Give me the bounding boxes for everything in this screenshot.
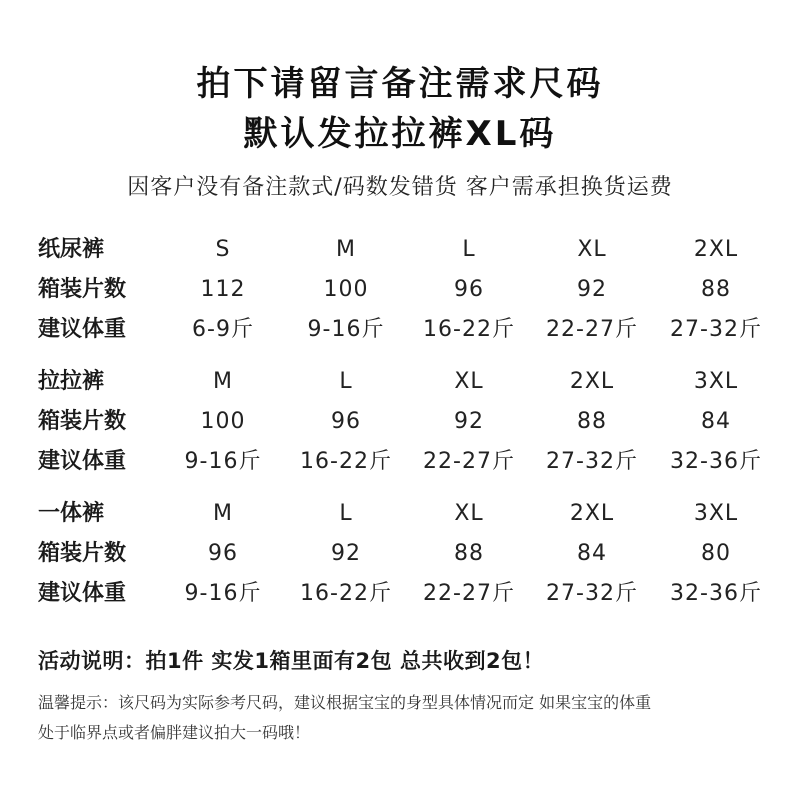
row-label: 纸尿裤	[38, 237, 105, 262]
table-row	[0, 536, 800, 572]
table-row	[0, 312, 800, 348]
tip-line-1: 温馨提示：该尺码为实际参考尺码，建议根据宝宝的身型具体情况而定 如果宝宝的体重	[38, 693, 652, 712]
row-label: 建议体重	[38, 581, 127, 606]
table-cell: 27-32斤	[670, 317, 762, 342]
table-row	[0, 232, 800, 268]
table-cell: 92	[577, 277, 607, 302]
table-row	[0, 576, 800, 612]
table-cell: 100	[323, 277, 369, 302]
table-cell: M	[213, 369, 233, 394]
table-cell: 2XL	[569, 501, 615, 526]
table-row	[0, 272, 800, 308]
table-cell: 92	[454, 409, 484, 434]
activity-note: 活动说明：拍1件 实发1箱里面有2包 总共收到2包！	[38, 649, 545, 673]
table-cell: L	[339, 369, 353, 394]
table-cell: 16-22斤	[300, 449, 392, 474]
table-cell: 96	[208, 541, 238, 566]
table-row	[0, 496, 800, 532]
table-cell: XL	[454, 369, 484, 394]
title-line-1: 拍下请留言备注需求尺码	[196, 64, 604, 104]
row-label: 拉拉裤	[38, 369, 105, 394]
table-cell: 27-32斤	[546, 581, 638, 606]
table-cell: 2XL	[693, 237, 739, 262]
row-label: 建议体重	[38, 449, 127, 474]
table-cell: 22-27斤	[423, 449, 515, 474]
table-cell: 6-9斤	[192, 317, 254, 342]
table-cell: L	[462, 237, 476, 262]
subtitle-notice: 因客户没有备注款式/码数发错货 客户需承担换货运费	[127, 175, 673, 200]
table-cell: 2XL	[569, 369, 615, 394]
table-cell: 27-32斤	[546, 449, 638, 474]
table-row	[0, 404, 800, 440]
table-cell: XL	[577, 237, 607, 262]
table-cell: 84	[701, 409, 731, 434]
table-cell: 22-27斤	[546, 317, 638, 342]
table-cell: 16-22斤	[423, 317, 515, 342]
table-cell: 22-27斤	[423, 581, 515, 606]
table-cell: 9-16斤	[307, 317, 385, 342]
table-cell: M	[336, 237, 356, 262]
tip-line-2: 处于临界点或者偏胖建议拍大一码哦！	[38, 723, 311, 742]
table-cell: 88	[454, 541, 484, 566]
table-cell: 32-36斤	[670, 581, 762, 606]
row-label: 箱装片数	[38, 409, 127, 434]
row-label: 箱装片数	[38, 277, 127, 302]
table-cell: 96	[331, 409, 361, 434]
table-cell: 100	[200, 409, 246, 434]
table-cell: 9-16斤	[184, 449, 262, 474]
table-cell: XL	[454, 501, 484, 526]
row-label: 建议体重	[38, 317, 127, 342]
table-row	[0, 444, 800, 480]
table-cell: 3XL	[693, 501, 739, 526]
table-row	[0, 364, 800, 400]
table-cell: 88	[577, 409, 607, 434]
row-label: 箱装片数	[38, 541, 127, 566]
table-cell: 32-36斤	[670, 449, 762, 474]
table-cell: 3XL	[693, 369, 739, 394]
table-cell: 84	[577, 541, 607, 566]
table-cell: 16-22斤	[300, 581, 392, 606]
title-line-2: 默认发拉拉裤XL码	[243, 114, 557, 154]
table-cell: 92	[331, 541, 361, 566]
table-cell: S	[215, 237, 231, 262]
table-cell: 96	[454, 277, 484, 302]
table-cell: 9-16斤	[184, 581, 262, 606]
table-cell: M	[213, 501, 233, 526]
table-cell: L	[339, 501, 353, 526]
row-label: 一体裤	[38, 501, 105, 526]
table-cell: 112	[200, 277, 246, 302]
table-cell: 80	[701, 541, 731, 566]
table-cell: 88	[701, 277, 731, 302]
